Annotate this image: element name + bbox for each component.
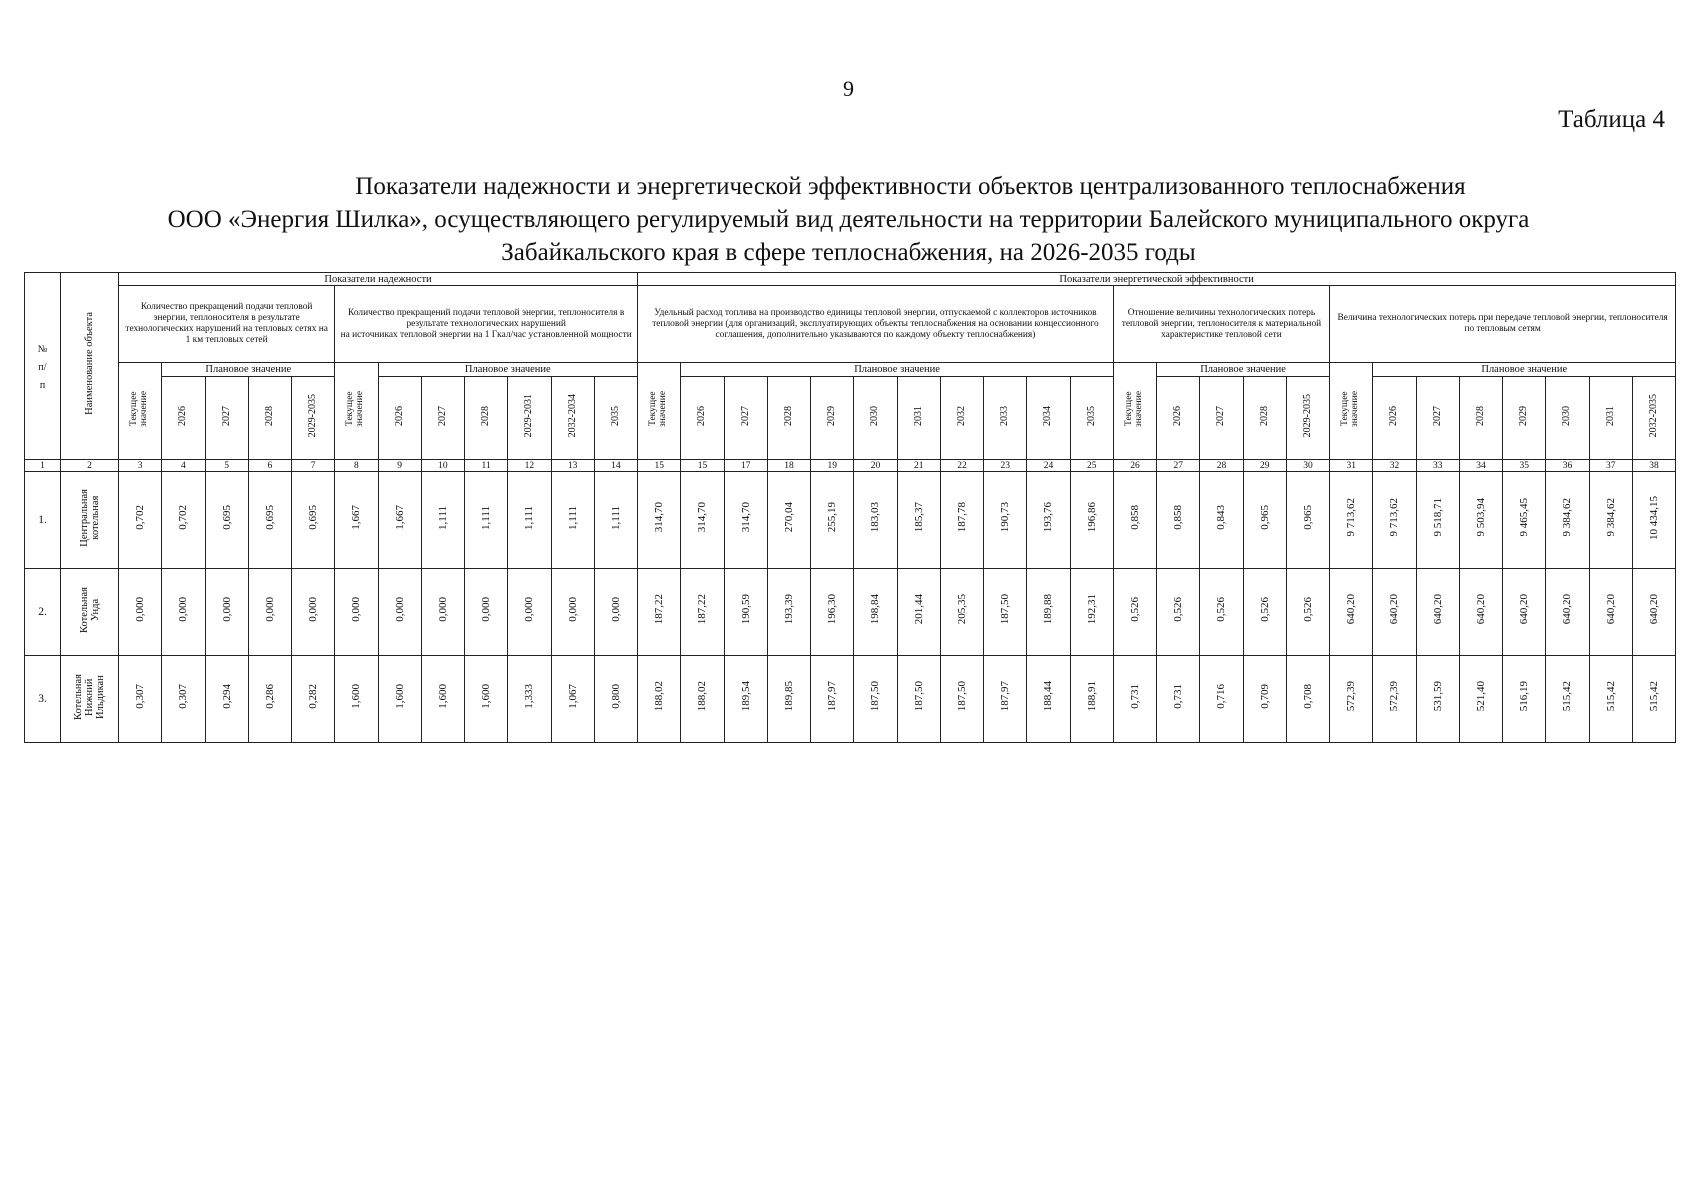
- column-number: 17: [724, 460, 767, 472]
- value-cell: 1,600: [465, 656, 508, 743]
- value-cell: 516,19: [1503, 656, 1546, 743]
- value-cell: 640,20: [1546, 569, 1589, 656]
- value-cell: 0,000: [378, 569, 421, 656]
- plan-value-header: Плановое значение: [1373, 363, 1676, 377]
- column-header-year: 2028: [1459, 377, 1502, 460]
- column-header-year: 2029: [811, 377, 854, 460]
- title-line-1: Показатели надежности и энергетической эффективности объектов централизованного теплоснабжения: [355, 173, 1466, 200]
- column-number: 4: [162, 460, 205, 472]
- column-header-year: 2026: [1157, 377, 1200, 460]
- value-cell: 0,702: [162, 472, 205, 569]
- value-cell: 183,03: [854, 472, 897, 569]
- column-header-year: 2028: [248, 377, 291, 460]
- value-cell: 1,667: [335, 472, 378, 569]
- column-header-year: 2033: [984, 377, 1027, 460]
- value-cell: 0,307: [162, 656, 205, 743]
- value-cell: 0,965: [1243, 472, 1286, 569]
- column-number: 30: [1286, 460, 1329, 472]
- title-line-3: Забайкальского края в сфере теплоснабжения, на 2026-2035 годы: [501, 239, 1196, 266]
- column-header-year: 2031: [897, 377, 940, 460]
- value-cell: 0,716: [1200, 656, 1243, 743]
- value-cell: 10 434,15: [1632, 472, 1675, 569]
- value-cell: 640,20: [1459, 569, 1502, 656]
- column-number: 9: [378, 460, 421, 472]
- column-number: 18: [767, 460, 810, 472]
- value-cell: 1,111: [594, 472, 637, 569]
- value-cell: 190,73: [984, 472, 1027, 569]
- value-cell: 193,76: [1027, 472, 1070, 569]
- value-cell: 189,88: [1027, 569, 1070, 656]
- object-name: Котельная Нижний Ильдикан: [61, 656, 119, 743]
- subgroup-header-source-outages: Количество прекращений подачи тепловой энергии, теплоносителя в результате технологических нарушений на источниках тепловой энергии на 1 Гкал/час установленной мощности: [335, 286, 638, 363]
- plan-value-header: Плановое значение: [1157, 363, 1330, 377]
- value-cell: 187,50: [897, 656, 940, 743]
- value-cell: 188,02: [638, 656, 681, 743]
- column-header-year: 2032-2035: [1632, 377, 1675, 460]
- column-header-year: 2034: [1027, 377, 1070, 460]
- column-number: 11: [465, 460, 508, 472]
- row-number: 2.: [25, 569, 61, 656]
- value-cell: 187,97: [811, 656, 854, 743]
- column-header-year: 2027: [421, 377, 464, 460]
- value-cell: 521,40: [1459, 656, 1502, 743]
- value-cell: 531,59: [1416, 656, 1459, 743]
- value-cell: 9 713,62: [1373, 472, 1416, 569]
- object-name: Котельная Унда: [61, 569, 119, 656]
- column-header-year: 2031: [1589, 377, 1632, 460]
- column-header-year: 2029-2035: [1286, 377, 1329, 460]
- value-cell: 1,600: [378, 656, 421, 743]
- value-cell: 314,70: [724, 472, 767, 569]
- column-number: 34: [1459, 460, 1502, 472]
- value-cell: 0,000: [594, 569, 637, 656]
- value-cell: 1,111: [551, 472, 594, 569]
- column-number: 36: [1546, 460, 1589, 472]
- plan-value-header: Плановое значение: [162, 363, 335, 377]
- value-cell: 185,37: [897, 472, 940, 569]
- value-cell: 0,000: [465, 569, 508, 656]
- value-cell: 198,84: [854, 569, 897, 656]
- value-cell: 0,000: [551, 569, 594, 656]
- value-cell: 515,42: [1589, 656, 1632, 743]
- column-header-year: 2026: [1373, 377, 1416, 460]
- value-cell: 0,000: [508, 569, 551, 656]
- value-cell: 0,800: [594, 656, 637, 743]
- value-cell: 0,708: [1286, 656, 1329, 743]
- value-cell: 9 384,62: [1589, 472, 1632, 569]
- value-cell: 0,526: [1286, 569, 1329, 656]
- value-cell: 0,000: [248, 569, 291, 656]
- value-cell: 640,20: [1373, 569, 1416, 656]
- value-cell: 187,22: [681, 569, 724, 656]
- value-cell: 187,97: [984, 656, 1027, 743]
- value-cell: 201,44: [897, 569, 940, 656]
- value-cell: 9 384,62: [1546, 472, 1589, 569]
- value-cell: 0,526: [1113, 569, 1156, 656]
- value-cell: 640,20: [1589, 569, 1632, 656]
- document-title: [40, 170, 1657, 269]
- value-cell: 0,526: [1200, 569, 1243, 656]
- value-cell: 0,000: [292, 569, 335, 656]
- column-number: 8: [335, 460, 378, 472]
- value-cell: 1,600: [421, 656, 464, 743]
- column-header-year: 2027: [1200, 377, 1243, 460]
- column-header-current-value: Текущее значение: [119, 363, 162, 460]
- table-row: [25, 472, 1676, 569]
- column-number: 21: [897, 460, 940, 472]
- object-name: Центральная котельная: [61, 472, 119, 569]
- value-cell: 0,000: [335, 569, 378, 656]
- value-cell: 0,731: [1113, 656, 1156, 743]
- column-number: 7: [292, 460, 335, 472]
- value-cell: 0,731: [1157, 656, 1200, 743]
- column-header-year: 2032-2034: [551, 377, 594, 460]
- column-number: 25: [1070, 460, 1113, 472]
- value-cell: 0,858: [1113, 472, 1156, 569]
- value-cell: 193,39: [767, 569, 810, 656]
- value-cell: 187,50: [854, 656, 897, 743]
- value-cell: 314,70: [681, 472, 724, 569]
- value-cell: 0,307: [119, 656, 162, 743]
- column-header-year: 2027: [205, 377, 248, 460]
- value-cell: 1,333: [508, 656, 551, 743]
- column-number: 32: [1373, 460, 1416, 472]
- column-header-year: 2027: [724, 377, 767, 460]
- value-cell: 0,000: [162, 569, 205, 656]
- column-number: 23: [984, 460, 1027, 472]
- value-cell: 196,30: [811, 569, 854, 656]
- value-cell: 187,50: [984, 569, 1027, 656]
- page-number: 9: [843, 76, 854, 101]
- value-cell: 515,42: [1546, 656, 1589, 743]
- value-cell: 0,709: [1243, 656, 1286, 743]
- value-cell: 572,39: [1373, 656, 1416, 743]
- value-cell: 188,02: [681, 656, 724, 743]
- value-cell: 0,000: [421, 569, 464, 656]
- column-header-year: 2028: [767, 377, 810, 460]
- value-cell: 9 503,94: [1459, 472, 1502, 569]
- value-cell: 1,067: [551, 656, 594, 743]
- value-cell: 188,44: [1027, 656, 1070, 743]
- value-cell: 255,19: [811, 472, 854, 569]
- subgroup-header-network-outages: Количество прекращений подачи тепловой энергии, теплоносителя в результате технологических нарушений на тепловых сетях на 1 км тепловых сетей: [119, 286, 335, 363]
- column-header-year: 2028: [465, 377, 508, 460]
- column-header-number: № п/ п: [25, 273, 61, 460]
- column-header-year: 2035: [594, 377, 637, 460]
- table-row: [25, 569, 1676, 656]
- value-cell: 189,54: [724, 656, 767, 743]
- column-number: 20: [854, 460, 897, 472]
- value-cell: 270,04: [767, 472, 810, 569]
- column-header-year: 2029-2031: [508, 377, 551, 460]
- plan-value-header: Плановое значение: [378, 363, 638, 377]
- value-cell: 187,50: [940, 656, 983, 743]
- value-cell: 0,702: [119, 472, 162, 569]
- indicators-table: [24, 272, 1676, 743]
- column-number: 1: [25, 460, 61, 472]
- column-header-year: 2026: [162, 377, 205, 460]
- value-cell: 1,600: [335, 656, 378, 743]
- value-cell: 0,965: [1286, 472, 1329, 569]
- row-number: 3.: [25, 656, 61, 743]
- value-cell: 640,20: [1330, 569, 1373, 656]
- value-cell: 9 713,62: [1330, 472, 1373, 569]
- column-header-current-value: Текущее значение: [335, 363, 378, 460]
- group-header-reliability: Показатели надежности: [119, 273, 638, 286]
- column-number: 14: [594, 460, 637, 472]
- column-number: 31: [1330, 460, 1373, 472]
- column-header-year: 2029: [1503, 377, 1546, 460]
- value-cell: 190,59: [724, 569, 767, 656]
- column-number: 22: [940, 460, 983, 472]
- column-number: 19: [811, 460, 854, 472]
- column-header-year: 2030: [854, 377, 897, 460]
- value-cell: 640,20: [1632, 569, 1675, 656]
- subgroup-header-transmission-losses: Величина технологических потерь при передаче тепловой энергии, теплоносителя по тепловым сетям: [1330, 286, 1676, 363]
- value-cell: 205,35: [940, 569, 983, 656]
- plan-value-header: Плановое значение: [681, 363, 1114, 377]
- subgroup-header-fuel-rate: Удельный расход топлива на производство единицы тепловой энергии, отпускаемой с коллекторов источников тепловой энергии (для организаций, эксплуатирующих объекты теплоснабжения на основании концессионного соглашения, дополнительно указываются по каждому объекту теплоснабжения): [638, 286, 1114, 363]
- value-cell: 0,695: [248, 472, 291, 569]
- value-cell: 187,22: [638, 569, 681, 656]
- column-header-year: 2028: [1243, 377, 1286, 460]
- column-number: 28: [1200, 460, 1243, 472]
- value-cell: 0,286: [248, 656, 291, 743]
- table-row: [25, 656, 1676, 743]
- column-header-current-value: Текущее значение: [1113, 363, 1156, 460]
- value-cell: 9 465,45: [1503, 472, 1546, 569]
- column-number: 15: [638, 460, 681, 472]
- column-number: 6: [248, 460, 291, 472]
- value-cell: 0,000: [119, 569, 162, 656]
- value-cell: 187,78: [940, 472, 983, 569]
- value-cell: 0,294: [205, 656, 248, 743]
- group-header-efficiency: Показатели энергетической эффективности: [638, 273, 1676, 286]
- column-number: 37: [1589, 460, 1632, 472]
- column-number: 12: [508, 460, 551, 472]
- column-number: 35: [1503, 460, 1546, 472]
- value-cell: 1,111: [508, 472, 551, 569]
- column-number: 26: [1113, 460, 1156, 472]
- title-line-2: ООО «Энергия Шилка», осуществляющего регулируемый вид деятельности на территории Балейского муниципального округа: [167, 206, 1530, 233]
- subgroup-header-loss-ratio: Отношение величины технологических потерь тепловой энергии, теплоносителя к материальной характеристике тепловой сети: [1113, 286, 1329, 363]
- column-header-year: 2027: [1416, 377, 1459, 460]
- value-cell: 0,526: [1157, 569, 1200, 656]
- column-header-year: 2035: [1070, 377, 1113, 460]
- value-cell: 0,000: [205, 569, 248, 656]
- value-cell: 0,282: [292, 656, 335, 743]
- column-number: 5: [205, 460, 248, 472]
- value-cell: 0,526: [1243, 569, 1286, 656]
- column-header-object-name: Наименование объекта: [61, 273, 119, 460]
- value-cell: 189,85: [767, 656, 810, 743]
- value-cell: 0,858: [1157, 472, 1200, 569]
- column-header-current-value: Текущее значение: [1330, 363, 1373, 460]
- value-cell: 1,111: [421, 472, 464, 569]
- column-number: 33: [1416, 460, 1459, 472]
- column-number: 10: [421, 460, 464, 472]
- column-number: 38: [1632, 460, 1675, 472]
- value-cell: 0,695: [205, 472, 248, 569]
- column-number: 3: [119, 460, 162, 472]
- value-cell: 0,695: [292, 472, 335, 569]
- value-cell: 314,70: [638, 472, 681, 569]
- column-number: 29: [1243, 460, 1286, 472]
- column-header-year: 2026: [681, 377, 724, 460]
- column-number: 13: [551, 460, 594, 472]
- value-cell: 1,667: [378, 472, 421, 569]
- column-number: 27: [1157, 460, 1200, 472]
- value-cell: 515,42: [1632, 656, 1675, 743]
- column-number: 15: [681, 460, 724, 472]
- column-header-year: 2030: [1546, 377, 1589, 460]
- column-header-current-value: Текущее значение: [638, 363, 681, 460]
- value-cell: 572,39: [1330, 656, 1373, 743]
- column-number: 24: [1027, 460, 1070, 472]
- value-cell: 196,86: [1070, 472, 1113, 569]
- value-cell: 9 518,71: [1416, 472, 1459, 569]
- value-cell: 1,111: [465, 472, 508, 569]
- value-cell: 188,91: [1070, 656, 1113, 743]
- value-cell: 640,20: [1503, 569, 1546, 656]
- column-number: 2: [61, 460, 119, 472]
- value-cell: 192,31: [1070, 569, 1113, 656]
- value-cell: 0,843: [1200, 472, 1243, 569]
- column-header-year: 2029-2035: [292, 377, 335, 460]
- row-number: 1.: [25, 472, 61, 569]
- column-header-year: 2032: [940, 377, 983, 460]
- column-header-year: 2026: [378, 377, 421, 460]
- table-label: Таблица 4: [1558, 106, 1665, 133]
- value-cell: 640,20: [1416, 569, 1459, 656]
